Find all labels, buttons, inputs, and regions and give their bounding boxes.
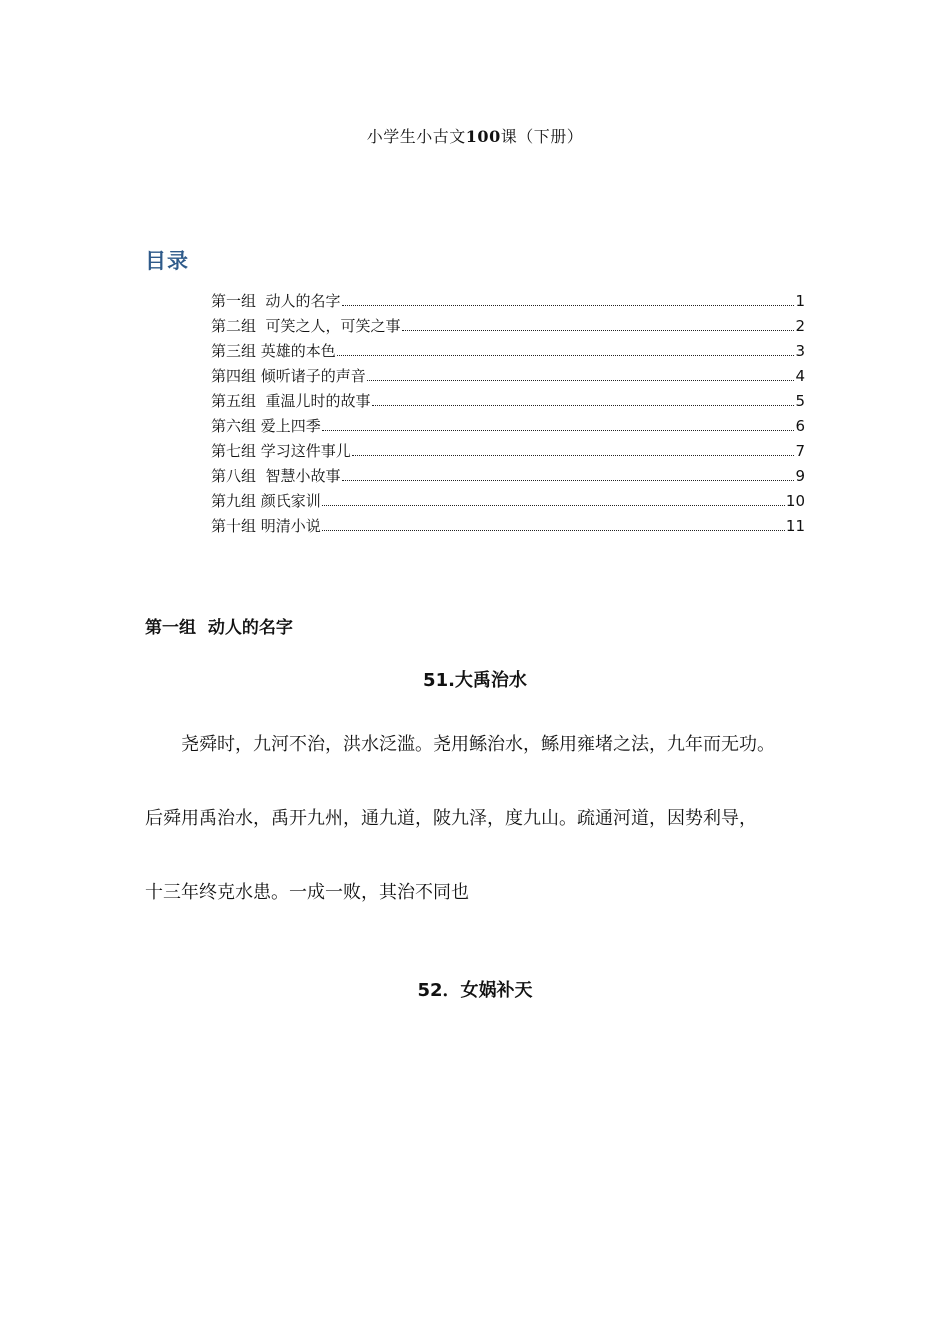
toc-entry-page: 7	[795, 442, 805, 460]
paragraph-line: 十三年终克水患。一成一败，其治不同也	[145, 882, 469, 903]
toc-dot-leader	[322, 429, 795, 431]
title-prefix: 小学生小古文	[366, 127, 466, 146]
lesson-title: 52．女娲补天	[417, 980, 533, 1001]
toc-entry-label: 第一组 动人的名字	[211, 292, 341, 310]
toc-dot-leader	[402, 329, 795, 331]
toc-entry-label: 第五组 重温儿时的故事	[211, 392, 371, 410]
section-heading: 第一组 动人的名字	[145, 618, 293, 638]
toc-entry-label: 第三组 英雄的本色	[211, 342, 336, 360]
toc-entry-label: 第六组 爱上四季	[211, 417, 321, 435]
toc-entry[interactable]	[211, 314, 805, 339]
toc-entry-label: 第十组 明清小说	[211, 517, 321, 535]
toc-entry[interactable]	[211, 489, 805, 514]
toc-dot-leader	[322, 504, 785, 506]
paragraph-line: 尧舜时，九河不治，洪水泛滥。尧用鲧治水，鲧用雍堵之法，九年而无功。	[181, 734, 775, 755]
toc-entry[interactable]	[211, 389, 805, 414]
toc-heading: 目录	[145, 249, 189, 273]
toc-entry[interactable]	[211, 414, 805, 439]
toc-dot-leader	[372, 404, 795, 406]
toc-entry-label: 第九组 颜氏家训	[211, 492, 321, 510]
table-of-contents	[211, 289, 805, 539]
toc-entry-label: 第二组 可笑之人，可笑之事	[211, 317, 401, 335]
toc-entry-page: 1	[795, 292, 805, 310]
toc-entry-page: 11	[785, 517, 805, 535]
toc-dot-leader	[367, 379, 795, 381]
toc-entry-page: 5	[795, 392, 805, 410]
toc-dot-leader	[352, 454, 795, 456]
toc-entry[interactable]	[211, 364, 805, 389]
toc-dot-leader	[322, 529, 785, 531]
toc-entry-page: 6	[795, 417, 805, 435]
toc-entry[interactable]	[211, 514, 805, 539]
toc-entry[interactable]	[211, 339, 805, 364]
toc-dot-leader	[337, 354, 795, 356]
title-number: 100	[465, 127, 501, 146]
toc-entry-page: 10	[785, 492, 805, 510]
toc-entry[interactable]	[211, 289, 805, 314]
lesson-title: 51.大禹治水	[423, 670, 527, 691]
toc-dot-leader	[342, 479, 795, 481]
toc-entry-label: 第四组 倾听诸子的声音	[211, 367, 366, 385]
toc-entry-page: 3	[795, 342, 805, 360]
document-title	[0, 124, 950, 147]
title-suffix: 课（下册）	[500, 127, 584, 146]
toc-dot-leader	[342, 304, 795, 306]
paragraph-line: 后舜用禹治水，禹开九州，通九道，陂九泽，度九山。疏通河道，因势利导，	[145, 808, 757, 829]
toc-entry-label: 第八组 智慧小故事	[211, 467, 341, 485]
toc-entry[interactable]	[211, 464, 805, 489]
toc-entry-page: 2	[795, 317, 805, 335]
toc-entry[interactable]	[211, 439, 805, 464]
toc-entry-label: 第七组 学习这件事儿	[211, 442, 351, 460]
toc-entry-page: 4	[795, 367, 805, 385]
toc-entry-page: 9	[795, 467, 805, 485]
